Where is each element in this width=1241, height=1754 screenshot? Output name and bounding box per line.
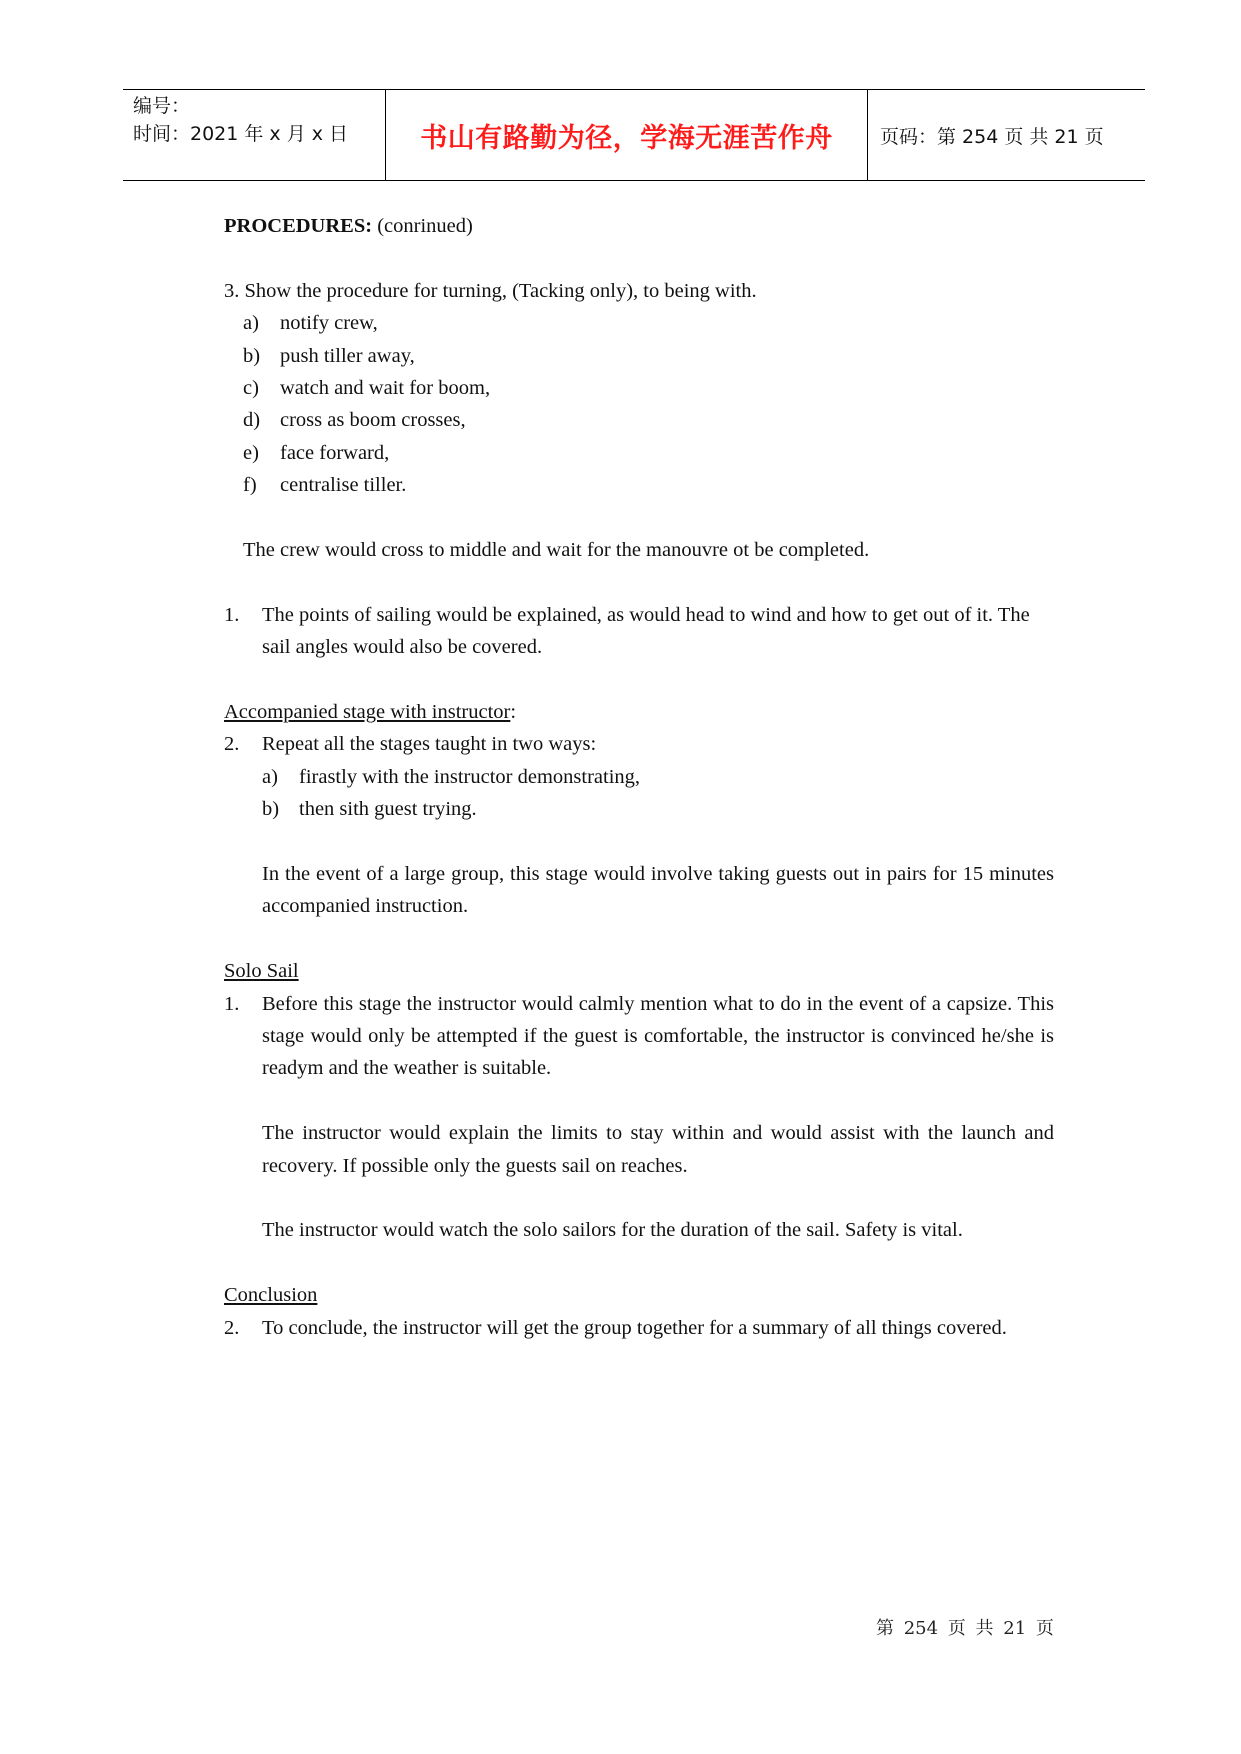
list-item: a) firastly with the instructor demonstrating, <box>262 765 641 788</box>
point-1-text: The points of sailing would be explained, as would head to wind and how to get out of it. The sail angles would also be covered. <box>262 603 1030 659</box>
point-2-number: 2. <box>224 733 240 756</box>
header-date: 时间：2021 年 x 月 x 日 <box>133 123 349 145</box>
list-item: c) watch and wait for boom, <box>243 377 491 400</box>
list-item: d) cross as boom crosses, <box>243 409 466 432</box>
page-footer: 第 254 页 共 21 页 <box>876 1618 1054 1639</box>
step3-list <box>224 307 1054 501</box>
header-motto: 书山有路勤为径，学海无涯苦作舟 <box>385 90 868 180</box>
crew-note: The crew would cross to middle and wait for the manouvre ot be completed. <box>243 539 870 562</box>
list-item: a) notify crew, <box>243 312 378 335</box>
procedures-heading <box>224 210 1054 242</box>
list-item: f) centralise tiller. <box>243 474 407 497</box>
conclusion-point <box>224 1312 1054 1344</box>
accompanied-heading: Accompanied stage with instructor: <box>224 701 517 724</box>
step3-intro: 3. Show the procedure for turning, (Tacking only), to being with. <box>224 279 757 302</box>
point-2-list <box>224 761 1054 826</box>
solo-point-1 <box>224 988 1054 1085</box>
solo-point-1-number: 1. <box>224 992 240 1015</box>
conclusion-number: 2. <box>224 1316 240 1339</box>
point-2-text: Repeat all the stages taught in two ways: <box>262 733 597 756</box>
list-item: e) face forward, <box>243 441 390 464</box>
solo-point-1-text: Before this stage the instructor would calmly mention what to do in the event of a capsize. This stage would only be attempted if the guest is comfortable, the instructor is convinced he/she is readym and the weather is suitable. <box>262 992 1054 1080</box>
point-1-number: 1. <box>224 603 240 626</box>
procedures-heading-rest: (conrinued) <box>372 215 473 237</box>
list-item: b) push tiller away, <box>243 344 415 367</box>
header-serial-label: 编号： <box>133 95 191 117</box>
large-group-note: In the event of a large group, this stage would involve taking guests out in pairs for 15 minutes accompanied instruction. <box>262 863 1054 918</box>
solo-watch-note: The instructor would watch the solo sailors for the duration of the sail. Safety is vital. <box>262 1219 963 1242</box>
header-meta <box>123 90 385 180</box>
document-body <box>224 210 1054 1344</box>
point-1 <box>224 599 1054 664</box>
conclusion-heading: Conclusion <box>224 1284 318 1307</box>
conclusion-text: To conclude, the instructor will get the group together for a summary of all things covered. <box>262 1316 1007 1339</box>
solo-sail-heading: Solo Sail <box>224 960 299 983</box>
list-item: b) then sith guest trying. <box>262 798 477 821</box>
point-2 <box>224 728 1054 760</box>
procedures-heading-bold: PROCEDURES: <box>224 215 373 237</box>
solo-limits-note: The instructor would explain the limits to stay within and would assist with the launch and recovery. If possible only the guests sail on reaches. <box>262 1122 1054 1177</box>
document-header <box>123 89 1145 181</box>
header-page-info: 页码：第 254 页 共 21 页 <box>880 125 1104 148</box>
